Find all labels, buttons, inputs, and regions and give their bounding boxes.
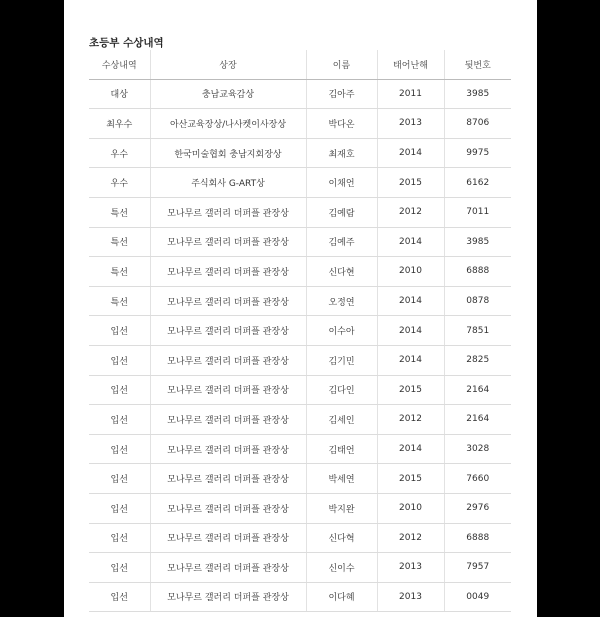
- table-row: [89, 523, 511, 553]
- table-row: [89, 257, 511, 287]
- cell-certificate: 한국미술협회 충남지회장상: [150, 138, 306, 168]
- cell-birth-year: 2013: [377, 582, 444, 612]
- header-award: 수상내역: [89, 50, 150, 79]
- cell-back-number: 2164: [444, 375, 511, 405]
- cell-certificate: 모나무르 갤러리 더퍼플 관장상: [150, 286, 306, 316]
- cell-birth-year: 2014: [377, 227, 444, 257]
- cell-name: 김예주: [306, 227, 377, 257]
- awards-table: [89, 50, 511, 612]
- table-row: [89, 286, 511, 316]
- table-row: [89, 493, 511, 523]
- cell-name: 이다혜: [306, 582, 377, 612]
- cell-name: 김세인: [306, 405, 377, 435]
- header-birth-year: 태어난해: [377, 50, 444, 79]
- header-certificate: 상장: [150, 50, 306, 79]
- cell-name: 신다혁: [306, 523, 377, 553]
- cell-award: 최우수: [89, 109, 150, 139]
- cell-name: 박세연: [306, 464, 377, 494]
- cell-award: 특선: [89, 227, 150, 257]
- cell-certificate: 모나무르 갤러리 더퍼플 관장상: [150, 227, 306, 257]
- cell-award: 입선: [89, 464, 150, 494]
- cell-name: 김예람: [306, 197, 377, 227]
- table-row: [89, 582, 511, 612]
- cell-name: 이수아: [306, 316, 377, 346]
- cell-back-number: 0878: [444, 286, 511, 316]
- cell-back-number: 2976: [444, 493, 511, 523]
- cell-award: 입선: [89, 493, 150, 523]
- cell-certificate: 모나무르 갤러리 더퍼플 관장상: [150, 464, 306, 494]
- cell-birth-year: 2013: [377, 553, 444, 583]
- cell-certificate: 모나무르 갤러리 더퍼플 관장상: [150, 553, 306, 583]
- cell-certificate: 모나무르 갤러리 더퍼플 관장상: [150, 197, 306, 227]
- table-row: [89, 434, 511, 464]
- header-back-number: 뒷번호: [444, 50, 511, 79]
- cell-birth-year: 2012: [377, 405, 444, 435]
- cell-birth-year: 2015: [377, 464, 444, 494]
- cell-birth-year: 2010: [377, 257, 444, 287]
- cell-birth-year: 2015: [377, 375, 444, 405]
- cell-name: 박지완: [306, 493, 377, 523]
- cell-award: 입선: [89, 345, 150, 375]
- cell-back-number: 6888: [444, 257, 511, 287]
- cell-certificate: 주식회사 G-ART상: [150, 168, 306, 198]
- cell-birth-year: 2012: [377, 523, 444, 553]
- cell-birth-year: 2014: [377, 434, 444, 464]
- cell-name: 신이수: [306, 553, 377, 583]
- table-row: [89, 316, 511, 346]
- cell-award: 입선: [89, 434, 150, 464]
- cell-certificate: 모나무르 갤러리 더퍼플 관장상: [150, 582, 306, 612]
- cell-name: 김태언: [306, 434, 377, 464]
- cell-birth-year: 2015: [377, 168, 444, 198]
- cell-award: 우수: [89, 138, 150, 168]
- cell-name: 김다인: [306, 375, 377, 405]
- cell-award: 특선: [89, 257, 150, 287]
- cell-back-number: 6162: [444, 168, 511, 198]
- cell-name: 김기민: [306, 345, 377, 375]
- table-row: [89, 79, 511, 109]
- cell-certificate: 모나무르 갤러리 더퍼플 관장상: [150, 316, 306, 346]
- cell-award: 입선: [89, 553, 150, 583]
- cell-back-number: 7851: [444, 316, 511, 346]
- cell-certificate: 모나무르 갤러리 더퍼플 관장상: [150, 375, 306, 405]
- cell-birth-year: 2012: [377, 197, 444, 227]
- table-row: [89, 464, 511, 494]
- cell-name: 박다온: [306, 109, 377, 139]
- cell-award: 입선: [89, 375, 150, 405]
- cell-back-number: 6888: [444, 523, 511, 553]
- cell-award: 특선: [89, 286, 150, 316]
- cell-birth-year: 2010: [377, 493, 444, 523]
- cell-award: 우수: [89, 168, 150, 198]
- cell-award: 입선: [89, 405, 150, 435]
- table-row: [89, 553, 511, 583]
- cell-certificate: 모나무르 갤러리 더퍼플 관장상: [150, 523, 306, 553]
- table-row: [89, 405, 511, 435]
- cell-back-number: 2825: [444, 345, 511, 375]
- table-row: [89, 138, 511, 168]
- table-row: [89, 345, 511, 375]
- cell-birth-year: 2011: [377, 79, 444, 109]
- table-row: [89, 227, 511, 257]
- cell-birth-year: 2014: [377, 316, 444, 346]
- cell-back-number: 2164: [444, 405, 511, 435]
- cell-birth-year: 2014: [377, 345, 444, 375]
- cell-back-number: 3028: [444, 434, 511, 464]
- cell-birth-year: 2013: [377, 109, 444, 139]
- cell-back-number: 8706: [444, 109, 511, 139]
- cell-birth-year: 2014: [377, 138, 444, 168]
- cell-certificate: 모나무르 갤러리 더퍼플 관장상: [150, 405, 306, 435]
- cell-award: 대상: [89, 79, 150, 109]
- table-row: [89, 109, 511, 139]
- cell-name: 이채언: [306, 168, 377, 198]
- table-header-row: [89, 50, 511, 79]
- cell-award: 입선: [89, 316, 150, 346]
- cell-back-number: 7660: [444, 464, 511, 494]
- cell-back-number: 3985: [444, 79, 511, 109]
- table-row: [89, 168, 511, 198]
- cell-name: 오정연: [306, 286, 377, 316]
- cell-name: 신다현: [306, 257, 377, 287]
- cell-back-number: 7957: [444, 553, 511, 583]
- table-row: [89, 375, 511, 405]
- cell-certificate: 모나무르 갤러리 더퍼플 관장상: [150, 257, 306, 287]
- header-name: 이름: [306, 50, 377, 79]
- cell-birth-year: 2014: [377, 286, 444, 316]
- cell-award: 특선: [89, 197, 150, 227]
- cell-certificate: 충남교육감상: [150, 79, 306, 109]
- table-row: [89, 197, 511, 227]
- cell-certificate: 모나무르 갤러리 더퍼플 관장상: [150, 434, 306, 464]
- cell-back-number: 0049: [444, 582, 511, 612]
- cell-back-number: 9975: [444, 138, 511, 168]
- cell-back-number: 3985: [444, 227, 511, 257]
- cell-certificate: 모나무르 갤러리 더퍼플 관장상: [150, 493, 306, 523]
- cell-award: 입선: [89, 523, 150, 553]
- cell-name: 김아주: [306, 79, 377, 109]
- cell-award: 입선: [89, 582, 150, 612]
- section-title: 초등부 수상내역: [89, 37, 164, 49]
- cell-name: 최재호: [306, 138, 377, 168]
- cell-certificate: 모나무르 갤러리 더퍼플 관장상: [150, 345, 306, 375]
- cell-back-number: 7011: [444, 197, 511, 227]
- cell-certificate: 아산교육장상/나사켓이사장상: [150, 109, 306, 139]
- document-page: [64, 0, 537, 617]
